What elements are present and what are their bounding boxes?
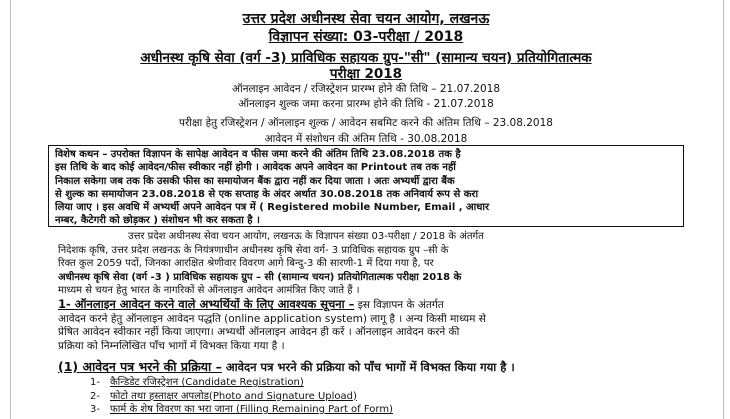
notice-line: लिया जाए । इस अवधि में अभ्यर्थी अपने आवेदन पत्र में ( Registered mobile Number, Email , आधार	[55, 202, 490, 214]
process-steps-list	[90, 376, 650, 417]
notice-line: नम्बर, कैटेगरी को छोड़कर ) संशोधन भी कर सकता है ।	[55, 215, 260, 227]
section-1-line: आवेदन करने हेतु ऑनलाइन आवेदन पद्धति (online application system) लागू है । अन्य किसी माध्यम से	[58, 312, 486, 325]
notice-line: विशेष कथन – उपरोक्त विज्ञापन के सापेक्ष आवेदन व फीस जमा करने की अंतिम तिथि 23.08.2018 तक है	[55, 149, 461, 160]
notice-line: से शुल्क का समायोजन 23.08.2018 से एक सप्ताह के अंदर अर्थात 30.08.2018 तक अनिवार्य रूप से करा	[55, 188, 479, 200]
exam-title-line2: परीक्षा 2018	[329, 66, 403, 82]
organization-name: उत्तर प्रदेश अधीनस्थ सेवा चयन आयोग, लखनऊ	[242, 11, 490, 27]
section-1-heading-tail: इस विज्ञापन के अंतर्गत	[354, 299, 444, 311]
section-1-line: प्रेषित आवेदन स्वीकार नहीं किया जाएगा। अभ्यर्थी ऑनलाइन आवेदन ही करें । ऑनलाइन आवेदन करने की	[58, 326, 460, 338]
intro-paragraph	[58, 230, 684, 298]
section-1-notice	[58, 298, 684, 353]
special-notice-box	[48, 145, 684, 227]
document-page	[40, 0, 692, 419]
intro-line: अधीनस्थ कृषि सेवा (वर्ग -3 ) प्राविधिक सहायक ग्रुप – सी (सामान्य चयन) प्रतियोगितात्मक परीक्षा 2018 के	[58, 271, 462, 283]
list-item	[90, 403, 650, 417]
notice-line: इस तिथि के बाद कोई आवेदन/फीस स्वीकार नहीं होगी । आवेदक अपने आवेदन का Printout तब तक नहीं	[55, 162, 456, 174]
step-number: 2-	[90, 390, 100, 402]
list-item	[90, 390, 650, 404]
step-number: 3-	[90, 404, 100, 415]
notice-line: निकाल सकेगा जब तक कि उसकी फीस का समायोजन बैंक द्वारा नहीं कर दिया जाता । अतः अभ्यर्थी द्वारा बैंक	[55, 175, 455, 187]
last-submit-date: परीक्षा हेतु रजिस्ट्रेशन / ऑनलाइन शुल्क / आवेदन सबमिट करने की अंतिम तिथि – 23.08.2018	[179, 117, 553, 129]
section-2-heading: (1) आवेदन पत्र भरने की प्रक्रिया –	[58, 359, 222, 374]
registration-start-date: ऑनलाइन आवेदन / रजिस्ट्रेशन प्रारम्भ होने की तिथि – 21.07.2018	[231, 83, 500, 95]
step-label: फोटो तथा हस्ताक्षर अपलोड(Photo and Signature Upload)	[110, 390, 357, 402]
fee-start-date: ऑनलाइन शुल्क जमा करना प्रारम्भ होने की तिथि - 21.07.2018	[238, 98, 494, 110]
section-2-tail: आवेदन पत्र भरने की प्रक्रिया को पाँच भागों में विभक्त किया गया है ।	[221, 360, 515, 374]
advertisement-number: विज्ञापन संख्या: 03-परीक्षा / 2018	[268, 29, 464, 45]
exam-title-line1: अधीनस्थ कृषि सेवा (वर्ग -3) प्राविधिक सहायक ग्रुप-"सी" (सामान्य चयन) प्रतियोगितात्मक	[140, 50, 592, 66]
intro-line: रिक्त कुल 2059 पदों, जिनका आरक्षित श्रेणीवार विवरण आगे बिन्दु-3 की सारणी-1 में दिया गया है, पर	[58, 258, 434, 270]
section-1-line: प्रक्रिया को निम्नलिखित पाँच भागों में विभक्त किया गया है ।	[58, 339, 285, 352]
right-page-edge	[723, 0, 724, 419]
section-1-heading: 1- ऑनलाइन आवेदन करने वाले अभ्यर्थियों के लिए आवश्यक सूचना –	[58, 298, 355, 311]
last-correction-date: आवेदन में संशोधन की अंतिम तिथि - 30.08.2018	[264, 133, 468, 145]
step-label: कैन्डिडेट रजिस्ट्रेशन (Candidate Registration)	[110, 377, 304, 388]
list-item	[90, 376, 650, 390]
step-label: फार्म के शेष विवरण का भरा जाना (Filling Remaining Part of Form)	[110, 404, 393, 415]
intro-line: निदेशक कृषि, उत्तर प्रदेश लखनऊ के नियंत्रणाधीन अधीनस्थ कृषि सेवा वर्ग- 3 प्राविधिक सहायक ग्रुप –सी के	[58, 244, 449, 256]
step-number: 1-	[90, 377, 100, 388]
intro-line: माध्यम से चयन हेतु भारत के नागरिकों से ऑनलाइन आवेदन आमंत्रित किए जाते हैं ।	[58, 285, 360, 297]
left-page-edge	[10, 0, 11, 419]
intro-line: उत्तर प्रदेश अधीनस्थ सेवा चयन आयोग, लखनऊ के विज्ञापन संख्या 03-परीक्षा / 2018 के अंतर्गत	[128, 231, 484, 242]
section-2-heading-line	[58, 358, 688, 375]
